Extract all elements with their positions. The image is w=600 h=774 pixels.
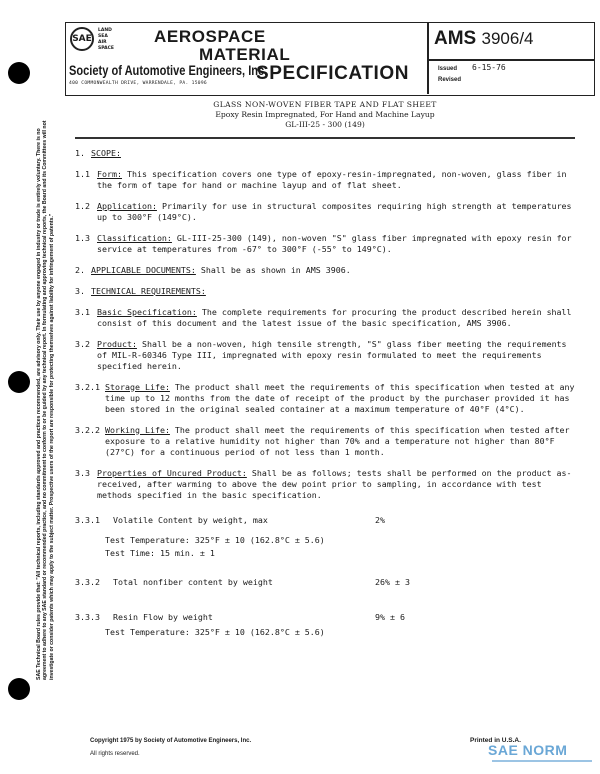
property-test-temperature: Test Temperature: 325°F ± 10 (162.8°C ± 5.6) <box>105 626 325 637</box>
revised-label: Revised <box>438 77 462 83</box>
sae-norm-watermark: SAE NORM <box>488 742 568 758</box>
ams-prefix: AMS <box>434 28 477 49</box>
ams-number <box>434 28 534 50</box>
property-row <box>75 515 575 526</box>
sae-logo <box>70 27 94 51</box>
section-number: 1.3 <box>75 232 90 243</box>
section-3-1 <box>75 307 575 329</box>
spec-body <box>75 100 575 730</box>
section-text: The product shall meet the requirements of this specification when tested after exposure to a relative humidity not higher than 70% and a temperature not higher than 80°F (27°C) for a continuous period of not less than 1 month. <box>105 424 570 457</box>
section-1 <box>75 148 575 159</box>
section-1-3 <box>75 233 575 255</box>
property-number: 3.3.3 <box>75 611 100 622</box>
property-label: Volatile Content by weight, max <box>113 514 268 525</box>
section-text: GL-III-25-300 (149), non-woven "S" glass fiber impregnated with epoxy resin for service at temperatures from -67° to 300°F (-55° to 149°C). <box>97 232 572 254</box>
section-title: Application: <box>97 200 157 211</box>
issued-date: 6-15-76 <box>472 63 506 72</box>
section-text: Primarily for use in structural composites requiring high strength at temperatures up to 300°F (149°C). <box>97 200 572 222</box>
section-title: Product: <box>97 338 137 349</box>
section-3 <box>75 286 575 297</box>
logo-word: SEA <box>98 34 108 39</box>
section-title: Classification: <box>97 232 172 243</box>
section-text: Shall be as shown in AMS 3906. <box>195 264 351 275</box>
society-address: 400 COMMONWEALTH DRIVE, WARRENDALE, PA. 15096 <box>69 81 207 86</box>
section-number: 3.2.2 <box>75 424 100 435</box>
section-title: Form: <box>97 168 122 179</box>
sae-logo-mark: SAE <box>72 34 92 44</box>
document-subtitle: Epoxy Resin Impregnated, For Hand and Machine Layup <box>215 110 435 119</box>
section-title: Storage Life: <box>105 381 170 392</box>
logo-words <box>98 28 114 52</box>
property-row <box>75 612 575 623</box>
title-specification: SPECIFICATION <box>256 63 410 84</box>
section-title: APPLICABLE DOCUMENTS: <box>91 264 196 275</box>
section-number: 1.1 <box>75 168 90 179</box>
logo-word: SPACE <box>98 46 114 51</box>
property-number: 3.3.1 <box>75 514 100 525</box>
document-title-block <box>75 100 575 130</box>
section-1-1 <box>75 169 575 191</box>
binder-hole-top <box>8 62 30 84</box>
section-title: TECHNICAL REQUIREMENTS: <box>91 285 206 296</box>
section-1-2 <box>75 201 575 223</box>
section-number: 3.2.1 <box>75 381 100 392</box>
section-number: 3.2 <box>75 338 90 349</box>
binder-hole-bottom <box>8 678 30 700</box>
section-number: 3.1 <box>75 306 90 317</box>
section-2 <box>75 265 575 276</box>
title-aerospace: AEROSPACE <box>154 27 266 46</box>
section-text: This specification covers one type of epoxy-resin-impregnated, non-woven, glass fiber in the form of tape for hand or machine layup and of flat sheet. <box>97 168 567 190</box>
copyright-notice: Copyright 1975 by Society of Automotive Engineers, Inc. <box>90 738 252 744</box>
property-label: Total nonfiber content by weight <box>113 576 273 587</box>
section-text: The product shall meet the requirements of this specification when tested at any time up to 12 months from the date of receipt of the product by the purchaser provided it has been stored in the original sealed container at a maximum temperature of 40°F (4°C). <box>105 381 575 414</box>
section-number: 1.2 <box>75 200 90 211</box>
section-number: 1. <box>75 147 85 158</box>
title-rule <box>75 137 575 139</box>
document-title: GLASS NON-WOVEN FIBER TAPE AND FLAT SHEET <box>213 100 437 109</box>
property-row <box>75 577 575 588</box>
header-divider <box>428 59 594 61</box>
section-3-2-2 <box>75 425 575 458</box>
section-text: Shall be as follows; tests shall be performed on the product as-received, after warming to above the dew point prior to sampling, in accordance with test methods specified in the basic specification. <box>97 467 572 500</box>
document-code: GL-III-25 - 300 (149) <box>285 120 365 129</box>
rights-reserved: All rights reserved. <box>90 751 140 757</box>
section-title: SCOPE: <box>91 147 121 158</box>
property-detail <box>75 627 575 638</box>
section-3-2-1 <box>75 382 575 415</box>
property-number: 3.3.2 <box>75 576 100 587</box>
printed-in: Printed in U.S.A. <box>470 737 521 744</box>
issued-label: Issued <box>438 66 458 72</box>
section-3-2 <box>75 339 575 372</box>
title-material: MATERIAL <box>199 45 291 64</box>
section-number: 3.3 <box>75 467 90 478</box>
logo-word: AIR <box>98 40 107 45</box>
property-detail <box>75 548 575 559</box>
spec-header <box>65 22 595 96</box>
property-value: 26% ± 3 <box>375 576 410 587</box>
section-3-3 <box>75 468 575 501</box>
technical-board-disclaimer: SAE Technical Board rules provide that: "All technical reports, including standards approved and practices recommended, are advisory only. Their use by anyone engaged in industry or trade is entirely voluntary. There is no agreement to adhere to any SAE standard or recommended practice, and no commitment to conform to or be guided by any technical report. In formulating and approving technical reports, the Board and its Committees will not investigate or consider patents which may apply to the subject matter. Prospective users of the report are responsible for protecting themselves against liability for infringement of patents." <box>36 120 55 680</box>
section-text: The complete requirements for procuring the product described herein shall consist of this document and the latest issue of the basic specification, AMS 3906. <box>97 306 572 328</box>
property-test-time: Test Time: 15 min. ± 1 <box>105 547 215 558</box>
section-number: 2. <box>75 264 85 275</box>
section-text: Shall be a non-woven, high tensile strength, "S" glass fiber meeting the requirements of MIL-R-60346 Type III, impregnated with epoxy resin formulated to meet the requirements specified herein. <box>97 338 567 371</box>
watermark-underline <box>492 760 592 762</box>
society-name: Society of Automotive Engineers, Inc. <box>69 63 268 78</box>
property-test-temperature: Test Temperature: 325°F ± 10 (162.8°C ± 5.6) <box>105 534 325 545</box>
binder-hole-middle <box>8 371 30 393</box>
section-title: Properties of Uncured Product: <box>97 467 247 478</box>
property-label: Resin Flow by weight <box>113 611 213 622</box>
logo-word: LAND <box>98 28 112 33</box>
property-value: 2% <box>375 514 385 525</box>
section-title: Working Life: <box>105 424 170 435</box>
section-title: Basic Specification: <box>97 306 197 317</box>
section-number: 3. <box>75 285 85 296</box>
property-value: 9% ± 6 <box>375 611 405 622</box>
property-detail <box>75 535 575 546</box>
ams-value: 3906/4 <box>481 29 534 48</box>
